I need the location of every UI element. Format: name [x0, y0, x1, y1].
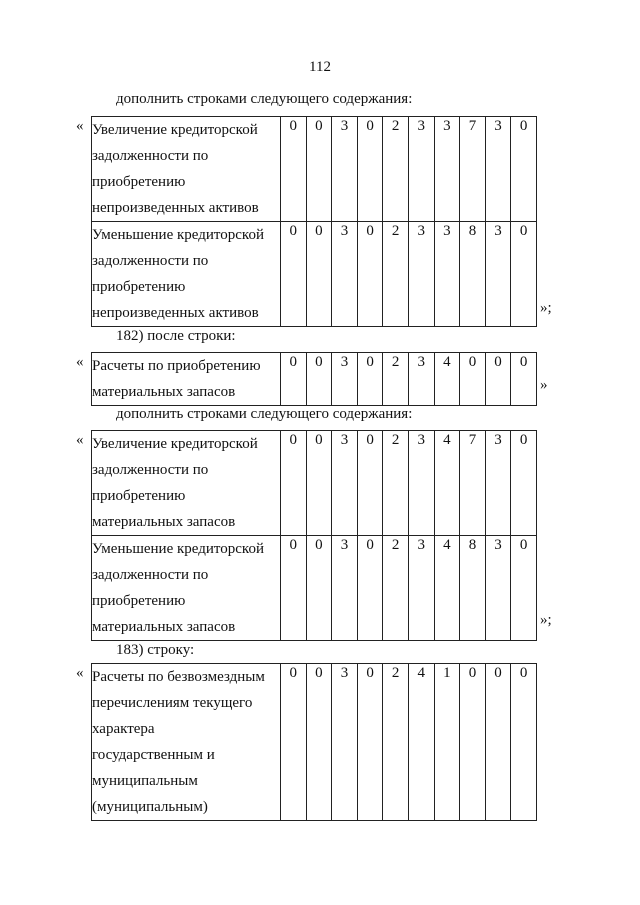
- code-digit-cell: 3: [332, 222, 358, 327]
- code-digit-cell: 3: [434, 222, 460, 327]
- code-digit-cell: 0: [306, 536, 332, 641]
- code-table: [91, 116, 537, 327]
- block-intro-text: 183) строку:: [116, 642, 195, 658]
- code-digit-cell: 4: [434, 353, 460, 406]
- code-digit-cell: 7: [460, 117, 486, 222]
- table-row: [92, 117, 537, 222]
- code-digit-cell: 3: [408, 117, 434, 222]
- code-digit-cell: 0: [357, 536, 383, 641]
- code-digit-cell: 0: [511, 664, 537, 821]
- account-name-line: Увеличение кредиторской: [92, 122, 258, 138]
- code-digit-cell: 3: [332, 353, 358, 406]
- account-name-line: Уменьшение кредиторской: [92, 541, 264, 557]
- table-row: [92, 353, 537, 406]
- code-digit-cell: 4: [434, 431, 460, 536]
- code-digit-cell: 2: [383, 353, 409, 406]
- account-name-line: материальных запасов: [92, 514, 236, 530]
- account-name-line: приобретению: [92, 174, 186, 190]
- code-table: [91, 663, 537, 821]
- code-digit-cell: 0: [281, 117, 307, 222]
- account-name-line: государственным и: [92, 747, 215, 763]
- code-digit-cell: 0: [485, 353, 511, 406]
- account-name-cell: [92, 353, 281, 406]
- code-digit-cell: 3: [408, 431, 434, 536]
- code-digit-cell: 0: [306, 431, 332, 536]
- account-name-cell: [92, 431, 281, 536]
- code-digit-cell: 2: [383, 222, 409, 327]
- code-digit-cell: 3: [485, 536, 511, 641]
- table-row: [92, 431, 537, 536]
- account-name-cell: [92, 536, 281, 641]
- page-number: 112: [309, 59, 331, 75]
- account-name-line: Расчеты по приобретению: [92, 358, 261, 374]
- code-digit-cell: 3: [434, 117, 460, 222]
- code-digit-cell: 0: [357, 222, 383, 327]
- code-digit-cell: 0: [281, 353, 307, 406]
- code-digit-cell: 2: [383, 431, 409, 536]
- code-digit-cell: 0: [281, 222, 307, 327]
- code-digit-cell: 8: [460, 536, 486, 641]
- code-digit-cell: 3: [485, 117, 511, 222]
- code-digit-cell: 0: [485, 664, 511, 821]
- block-intro-text: дополнить строками следующего содержания:: [116, 406, 413, 422]
- code-digit-cell: 3: [408, 222, 434, 327]
- code-digit-cell: 3: [485, 222, 511, 327]
- account-name-cell: [92, 222, 281, 327]
- code-digit-cell: 0: [357, 431, 383, 536]
- code-digit-cell: 0: [357, 353, 383, 406]
- code-digit-cell: 3: [332, 117, 358, 222]
- code-digit-cell: 2: [383, 117, 409, 222]
- account-name-line: перечислениям текущего: [92, 695, 253, 711]
- block-intro-text: 182) после строки:: [116, 328, 236, 344]
- account-name-line: муниципальным: [92, 773, 198, 789]
- account-name-line: приобретению: [92, 593, 186, 609]
- code-digit-cell: 3: [408, 353, 434, 406]
- account-name-line: задолженности по: [92, 567, 209, 583]
- code-digit-cell: 0: [306, 353, 332, 406]
- code-digit-cell: 7: [460, 431, 486, 536]
- account-name-line: (муниципальным): [92, 799, 208, 815]
- opening-quote: «: [76, 665, 84, 681]
- account-name-line: характера: [92, 721, 155, 737]
- code-digit-cell: 0: [357, 117, 383, 222]
- account-name-line: приобретению: [92, 488, 186, 504]
- code-table: [91, 352, 537, 406]
- code-table: [91, 430, 537, 641]
- code-digit-cell: 8: [460, 222, 486, 327]
- account-name-line: Уменьшение кредиторской: [92, 227, 264, 243]
- code-digit-cell: 0: [281, 431, 307, 536]
- code-digit-cell: 2: [383, 664, 409, 821]
- account-name-cell: [92, 664, 281, 821]
- code-digit-cell: 4: [434, 536, 460, 641]
- code-digit-cell: 0: [511, 353, 537, 406]
- code-digit-cell: 3: [485, 431, 511, 536]
- code-digit-cell: 0: [281, 664, 307, 821]
- code-digit-cell: 1: [434, 664, 460, 821]
- code-digit-cell: 0: [306, 117, 332, 222]
- account-name-line: Увеличение кредиторской: [92, 436, 258, 452]
- code-digit-cell: 3: [332, 536, 358, 641]
- code-digit-cell: 0: [306, 222, 332, 327]
- table-row: [92, 536, 537, 641]
- code-digit-cell: 0: [281, 536, 307, 641]
- block-intro-text: дополнить строками следующего содержания:: [116, 91, 413, 107]
- account-name-line: задолженности по: [92, 148, 209, 164]
- code-digit-cell: 0: [460, 353, 486, 406]
- closing-quote: »;: [540, 300, 552, 316]
- opening-quote: «: [76, 432, 84, 448]
- code-digit-cell: 0: [460, 664, 486, 821]
- account-name-line: задолженности по: [92, 253, 209, 269]
- account-name-line: приобретению: [92, 279, 186, 295]
- code-digit-cell: 3: [332, 664, 358, 821]
- code-digit-cell: 0: [511, 222, 537, 327]
- code-digit-cell: 3: [332, 431, 358, 536]
- code-digit-cell: 4: [408, 664, 434, 821]
- account-name-line: материальных запасов: [92, 384, 236, 400]
- code-digit-cell: 0: [306, 664, 332, 821]
- code-digit-cell: 3: [408, 536, 434, 641]
- closing-quote: »;: [540, 612, 552, 628]
- account-name-line: непроизведенных активов: [92, 305, 259, 321]
- account-name-cell: [92, 117, 281, 222]
- opening-quote: «: [76, 354, 84, 370]
- code-digit-cell: 0: [511, 431, 537, 536]
- account-name-line: Расчеты по безвозмездным: [92, 669, 265, 685]
- table-row: [92, 664, 537, 821]
- code-digit-cell: 0: [511, 117, 537, 222]
- table-row: [92, 222, 537, 327]
- code-digit-cell: 0: [357, 664, 383, 821]
- code-digit-cell: 2: [383, 536, 409, 641]
- account-name-line: материальных запасов: [92, 619, 236, 635]
- closing-quote: »: [540, 377, 548, 393]
- account-name-line: непроизведенных активов: [92, 200, 259, 216]
- account-name-line: задолженности по: [92, 462, 209, 478]
- opening-quote: «: [76, 118, 84, 134]
- code-digit-cell: 0: [511, 536, 537, 641]
